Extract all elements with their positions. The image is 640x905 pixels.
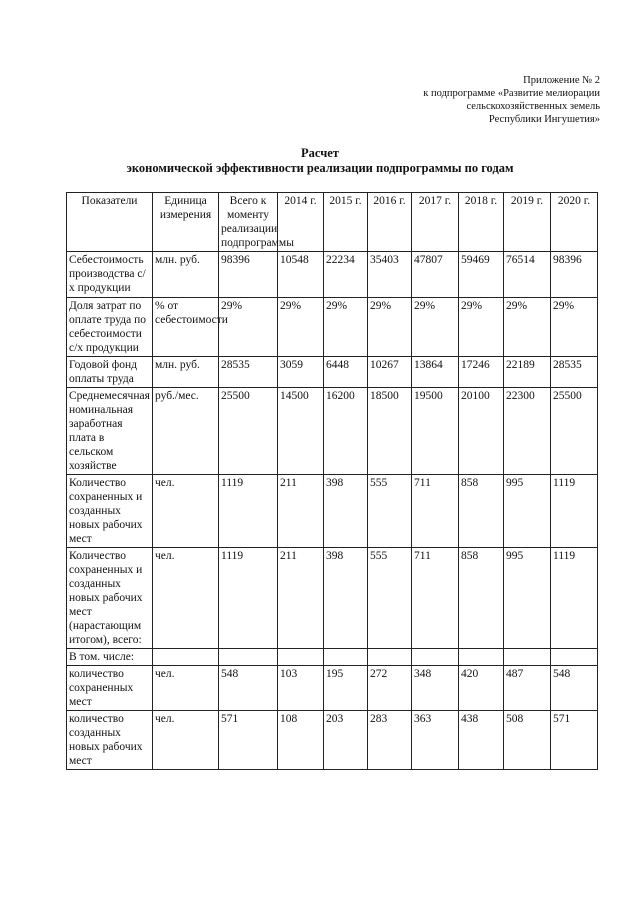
year-value-cell	[324, 649, 368, 666]
indicator-cell: Количество сохраненных и созданных новых рабочих мест (нарастающим итогом), всего:	[67, 548, 153, 649]
year-value-cell: 195	[324, 666, 368, 711]
year-value-cell: 29%	[278, 298, 324, 357]
appendix-header	[423, 74, 600, 126]
indicator-cell: Себестоимость производства с/х продукции	[67, 252, 153, 298]
unit-cell: млн. руб.	[153, 252, 219, 298]
year-value-cell: 420	[459, 666, 504, 711]
year-value-cell: 29%	[324, 298, 368, 357]
table-row	[67, 548, 598, 649]
year-value-cell	[412, 649, 459, 666]
year-value-cell: 711	[412, 548, 459, 649]
unit-cell: млн. руб.	[153, 357, 219, 388]
total-cell: 28535	[219, 357, 278, 388]
year-value-cell: 29%	[551, 298, 598, 357]
total-cell	[219, 649, 278, 666]
year-value-cell: 508	[504, 711, 551, 770]
year-value-cell: 16200	[324, 388, 368, 475]
year-value-cell: 18500	[368, 388, 412, 475]
year-value-cell: 487	[504, 666, 551, 711]
year-value-cell: 25500	[551, 388, 598, 475]
appendix-line-4: Республики Ингушетия»	[488, 114, 600, 125]
appendix-line-3: сельскохозяйственных земель	[466, 101, 600, 112]
year-value-cell: 438	[459, 711, 504, 770]
unit-cell: руб./мес.	[153, 388, 219, 475]
table-row	[67, 357, 598, 388]
header-year: 2016 г.	[368, 193, 412, 252]
year-value-cell: 29%	[459, 298, 504, 357]
year-value-cell	[278, 649, 324, 666]
table-row	[67, 666, 598, 711]
year-value-cell: 711	[412, 475, 459, 548]
table-row	[67, 298, 598, 357]
total-cell: 1119	[219, 475, 278, 548]
indicator-cell: количество сохраненных мест	[67, 666, 153, 711]
unit-cell: % от себестоимости	[153, 298, 219, 357]
year-value-cell: 20100	[459, 388, 504, 475]
header-year: 2017 г.	[412, 193, 459, 252]
header-total: Всего к моменту реализации подпрограммы	[219, 193, 278, 252]
year-value-cell: 571	[551, 711, 598, 770]
header-year: 2018 г.	[459, 193, 504, 252]
header-unit: Единица измерения	[153, 193, 219, 252]
year-value-cell: 108	[278, 711, 324, 770]
year-value-cell: 348	[412, 666, 459, 711]
unit-cell: чел.	[153, 548, 219, 649]
year-value-cell	[368, 649, 412, 666]
indicator-cell: Доля затрат по оплате труда по себестоимости с/х продукции	[67, 298, 153, 357]
unit-cell: чел.	[153, 475, 219, 548]
title-line-1: Расчет	[301, 146, 339, 160]
year-value-cell: 858	[459, 475, 504, 548]
year-value-cell: 28535	[551, 357, 598, 388]
year-value-cell: 283	[368, 711, 412, 770]
year-value-cell: 59469	[459, 252, 504, 298]
table-row	[67, 649, 598, 666]
document-title	[0, 146, 640, 176]
efficiency-table	[66, 192, 598, 770]
indicator-cell: количество созданных новых рабочих мест	[67, 711, 153, 770]
year-value-cell: 995	[504, 475, 551, 548]
total-cell: 1119	[219, 548, 278, 649]
total-cell: 98396	[219, 252, 278, 298]
year-value-cell	[504, 649, 551, 666]
table-row	[67, 252, 598, 298]
year-value-cell: 1119	[551, 475, 598, 548]
header-year: 2014 г.	[278, 193, 324, 252]
year-value-cell	[551, 649, 598, 666]
header-year: 2015 г.	[324, 193, 368, 252]
unit-cell: чел.	[153, 666, 219, 711]
year-value-cell: 398	[324, 475, 368, 548]
header-row	[67, 193, 598, 252]
year-value-cell: 555	[368, 475, 412, 548]
title-line-2: экономической эффективности реализации подпрограммы по годам	[126, 161, 514, 175]
year-value-cell: 47807	[412, 252, 459, 298]
table-row	[67, 711, 598, 770]
header-indicator: Показатели	[67, 193, 153, 252]
year-value-cell: 211	[278, 475, 324, 548]
indicator-cell: Среднемесячная номинальная заработная плата в сельском хозяйстве	[67, 388, 153, 475]
year-value-cell: 103	[278, 666, 324, 711]
year-value-cell: 76514	[504, 252, 551, 298]
year-value-cell: 363	[412, 711, 459, 770]
total-cell: 25500	[219, 388, 278, 475]
indicator-cell: Годовой фонд оплаты труда	[67, 357, 153, 388]
indicator-cell: В том. числе:	[67, 649, 153, 666]
year-value-cell: 98396	[551, 252, 598, 298]
year-value-cell	[459, 649, 504, 666]
year-value-cell: 17246	[459, 357, 504, 388]
unit-cell	[153, 649, 219, 666]
year-value-cell: 13864	[412, 357, 459, 388]
year-value-cell: 14500	[278, 388, 324, 475]
year-value-cell: 858	[459, 548, 504, 649]
total-cell: 29%	[219, 298, 278, 357]
year-value-cell: 211	[278, 548, 324, 649]
year-value-cell: 10548	[278, 252, 324, 298]
header-year: 2020 г.	[551, 193, 598, 252]
year-value-cell: 995	[504, 548, 551, 649]
table-row	[67, 475, 598, 548]
total-cell: 548	[219, 666, 278, 711]
total-cell: 571	[219, 711, 278, 770]
year-value-cell: 29%	[412, 298, 459, 357]
year-value-cell: 29%	[368, 298, 412, 357]
year-value-cell: 203	[324, 711, 368, 770]
year-value-cell: 272	[368, 666, 412, 711]
appendix-line-2: к подпрограмме «Развитие мелиорации	[423, 88, 600, 99]
indicator-cell: Количество сохраненных и созданных новых рабочих мест	[67, 475, 153, 548]
year-value-cell: 22234	[324, 252, 368, 298]
year-value-cell: 10267	[368, 357, 412, 388]
unit-cell: чел.	[153, 711, 219, 770]
year-value-cell: 3059	[278, 357, 324, 388]
appendix-line-1: Приложение № 2	[523, 75, 600, 86]
year-value-cell: 22300	[504, 388, 551, 475]
year-value-cell: 6448	[324, 357, 368, 388]
year-value-cell: 35403	[368, 252, 412, 298]
year-value-cell: 555	[368, 548, 412, 649]
year-value-cell: 29%	[504, 298, 551, 357]
year-value-cell: 19500	[412, 388, 459, 475]
year-value-cell: 548	[551, 666, 598, 711]
year-value-cell: 398	[324, 548, 368, 649]
header-year: 2019 г.	[504, 193, 551, 252]
table-row	[67, 388, 598, 475]
year-value-cell: 1119	[551, 548, 598, 649]
year-value-cell: 22189	[504, 357, 551, 388]
